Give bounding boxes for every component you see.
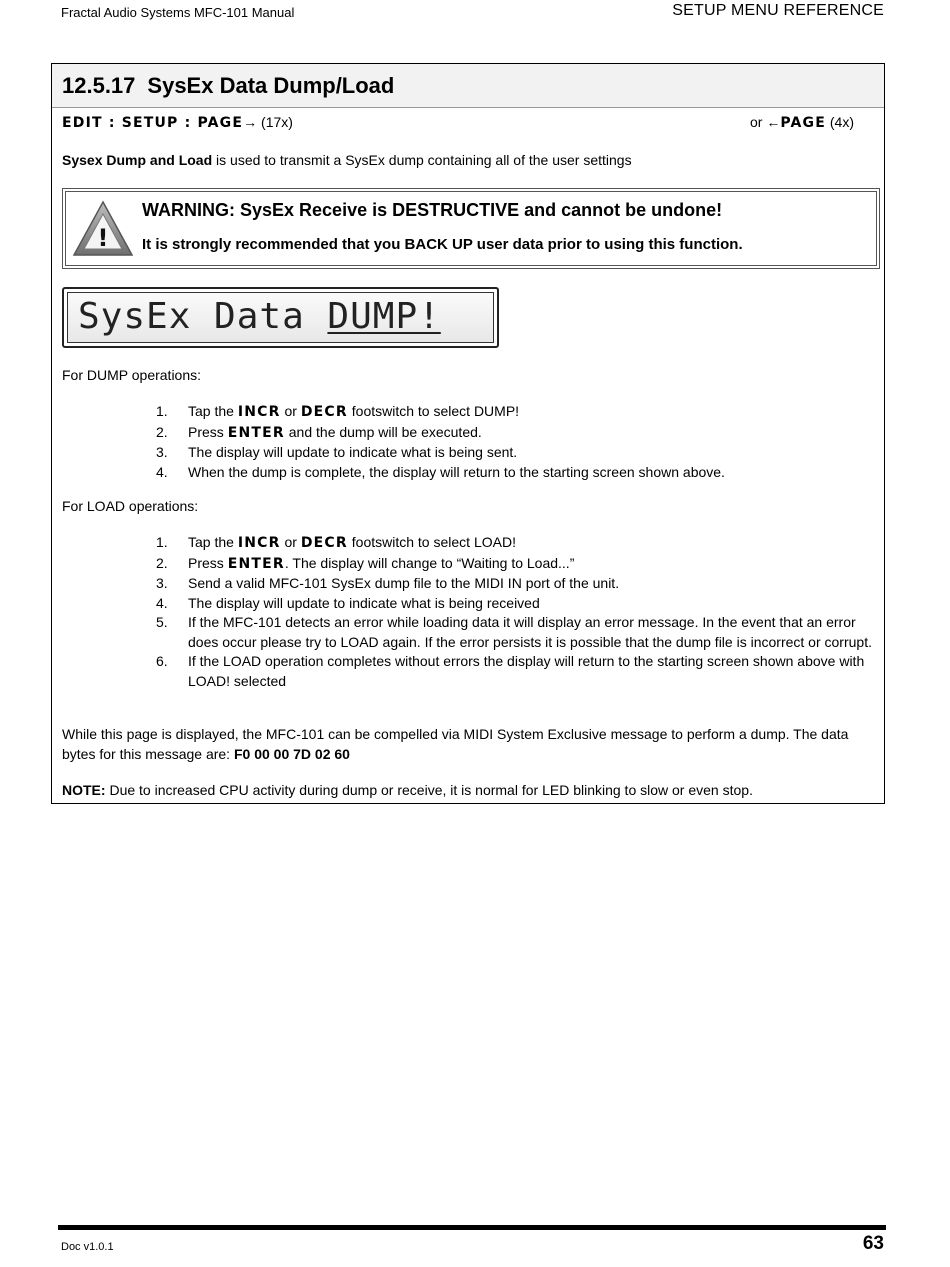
footer-divider (58, 1225, 886, 1230)
or-label: or (749, 114, 763, 130)
footer-doc-version: Doc v1.0.1 (61, 1241, 114, 1253)
sysex-paragraph (62, 725, 872, 764)
list-item: 5. If the MFC-101 detects an error while loading data it will display an error message. In the event that an error does occur please try to LOAD again. If the error persists it is possible that the dump file is incorrect or corrupt. (156, 614, 872, 650)
arrow-left-icon: ← (766, 114, 781, 130)
lcd-label: SysEx Data (78, 296, 328, 337)
intro-rest: is used to transmit a SysEx dump containing all of the user settings (212, 152, 632, 168)
header-section-title: SETUP MENU REFERENCE (672, 2, 884, 19)
list-item: 1. Tap the INCR or DECR footswitch to select DUMP! (156, 403, 520, 420)
enter-key: ENTER (227, 424, 285, 441)
arrow-right-icon: → (243, 114, 258, 130)
edit-setup-page-path: EDIT : SETUP : PAGE (62, 115, 244, 131)
lcd-selected-value: DUMP! (327, 296, 441, 337)
list-item: 4. When the dump is complete, the display will return to the starting screen shown above. (156, 463, 725, 480)
list-item: 3. Send a valid MFC-101 SysEx dump file to the MIDI IN port of the unit. (156, 575, 620, 591)
list-item: 1. Tap the INCR or DECR footswitch to select LOAD! (156, 534, 516, 551)
lcd-display (62, 287, 499, 348)
list-item: 2. Press ENTER. The display will change to “Waiting to Load...” (156, 554, 575, 572)
warning-icon-mark: ! (97, 224, 109, 252)
note-label: NOTE: (62, 782, 106, 798)
incr-key: INCR (237, 404, 281, 420)
list-item: 4. The display will update to indicate what is being received (156, 594, 540, 611)
warning-subtext: It is strongly recommended that you BACK UP user data prior to using this function. (142, 236, 743, 253)
section-number: 12.5.17 (62, 72, 136, 98)
sysex-text: While this page is displayed, the MFC-101 can be compelled via MIDI System Exclusive message to perform a dump. The data bytes for this message are: (62, 726, 849, 762)
decr-key: DECR (300, 404, 348, 420)
dump-steps-list (156, 402, 878, 482)
note-text: Due to increased CPU activity during dump or receive, it is normal for LED blinking to slow or even stop. (105, 782, 753, 798)
warning-heading: WARNING: SysEx Receive is DESTRUCTIVE and cannot be undone! (142, 200, 723, 220)
intro-bold: Sysex Dump and Load (62, 152, 213, 168)
decr-key: DECR (300, 535, 348, 551)
section-title: SysEx Data Dump/Load (147, 72, 395, 98)
navigation-path (62, 114, 854, 136)
list-item: 3. The display will update to indicate what is being sent. (156, 444, 518, 460)
header-doc-title: Fractal Audio Systems MFC-101 Manual (61, 5, 295, 20)
load-steps-list (156, 533, 878, 691)
note-paragraph (62, 781, 872, 801)
intro-text (62, 152, 632, 168)
enter-key: ENTER (227, 555, 285, 572)
page-forward-count: (17x) (261, 114, 293, 130)
page-back-key: PAGE (780, 115, 826, 131)
warning-triangle-icon (72, 200, 134, 258)
list-item: 6. If the LOAD operation completes without errors the display will return to the starting screen shown above with LOAD! selected (156, 653, 865, 689)
lcd-text (78, 293, 441, 341)
sysex-bytes: F0 00 00 7D 02 60 (233, 745, 350, 762)
page-number: 63 (862, 1233, 884, 1254)
warning-box (62, 188, 880, 269)
list-item: 2. Press ENTER and the dump will be executed. (156, 423, 482, 441)
incr-key: INCR (237, 535, 281, 551)
load-heading: For LOAD operations: (62, 498, 199, 514)
section-box (51, 63, 885, 804)
section-title-bar (52, 64, 884, 108)
page-back-count: (4x) (829, 114, 854, 130)
dump-heading: For DUMP operations: (62, 367, 202, 383)
